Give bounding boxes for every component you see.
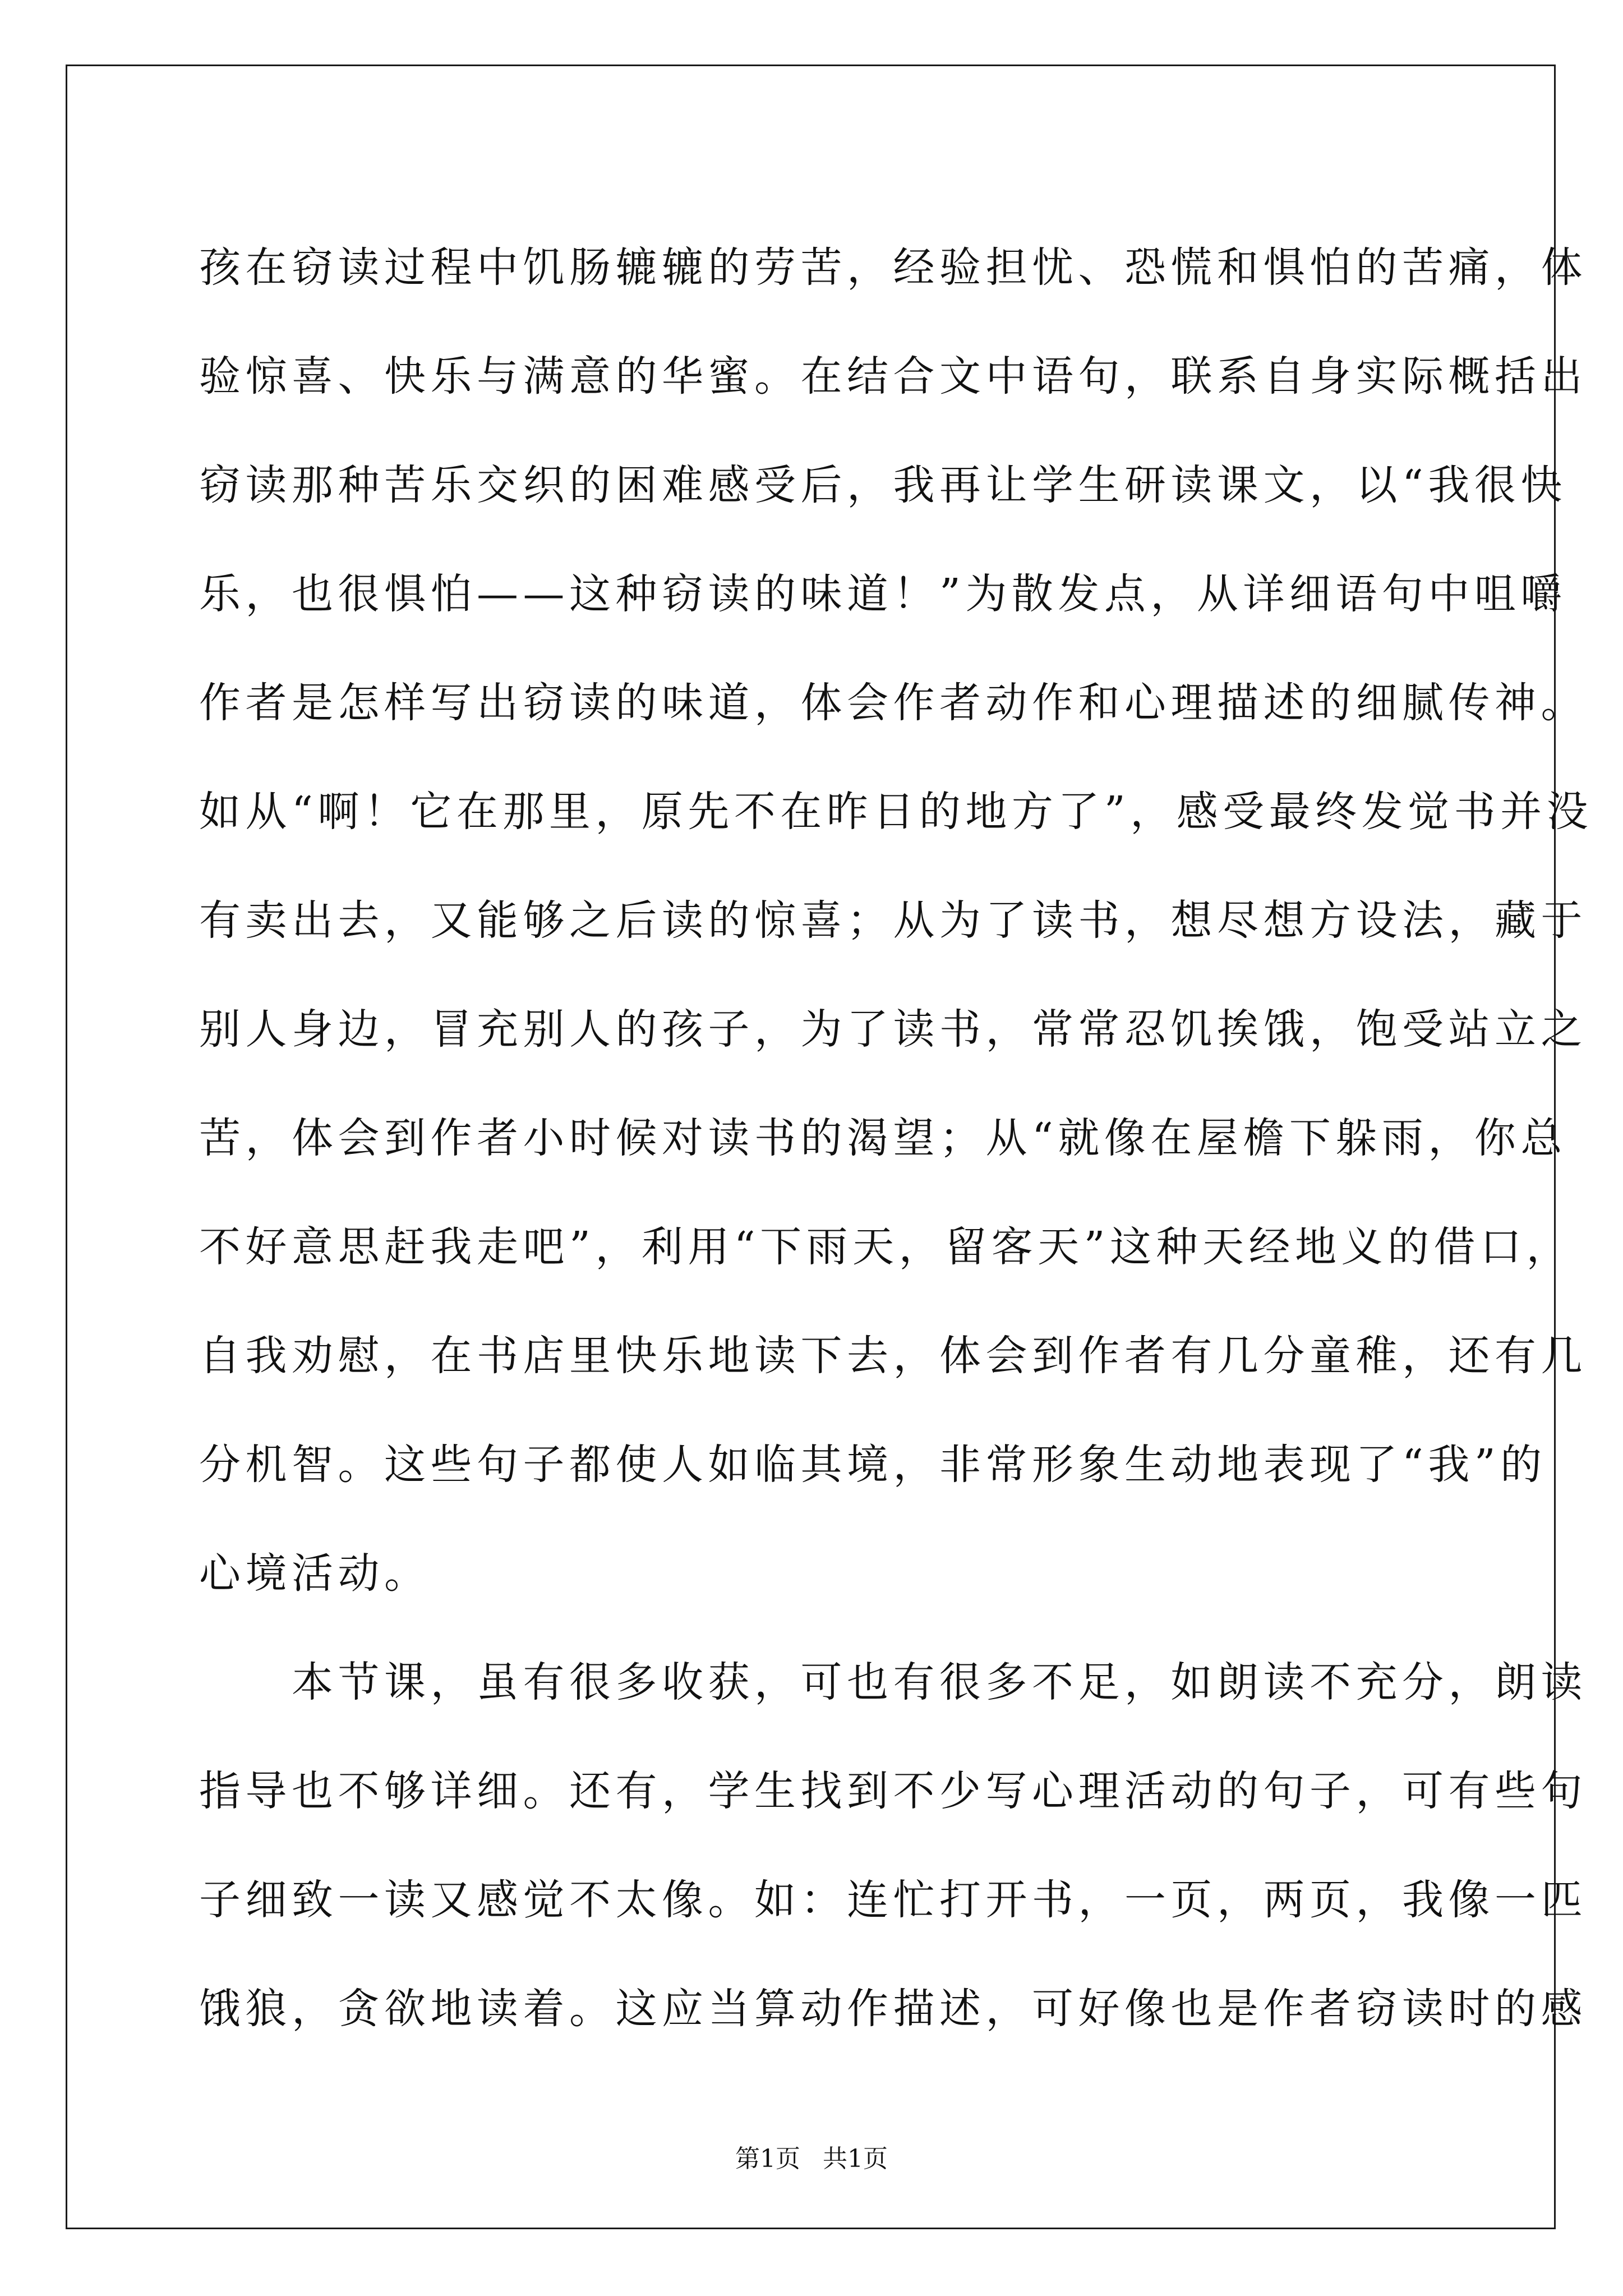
text-line: 乐，也很惧怕——这种窃读的味道！”为散发点，从详细语句中咀嚼 — [199, 570, 1567, 618]
text-line: 窃读那种苦乐交织的困难感受后，我再让学生研读课文，以“我很快 — [199, 461, 1567, 509]
text-line: 苦，体会到作者小时候对读书的渴望；从“就像在屋檐下躲雨，你总 — [199, 1114, 1567, 1162]
text-line: 饿狼，贪欲地读着。这应当算动作描述，可好像也是作者窃读时的感 — [199, 1985, 1587, 2033]
text-line: 验惊喜、快乐与满意的华蜜。在结合文中语句，联系自身实际概括出 — [199, 352, 1587, 401]
text-line: 不好意思赶我走吧”，利用“下雨天，留客天”这种天经地义的借口， — [199, 1223, 1573, 1271]
text-line: 心境活动。 — [199, 1549, 431, 1598]
page-number-total: 共1页 — [823, 2145, 888, 2173]
text-line: 分机智。这些句子都使人如临其境，非常形象生动地表现了“我”的 — [199, 1441, 1547, 1489]
text-line: 本节课，虽有很多收获，可也有很多不足，如朗读不充分，朗读 — [199, 1658, 1587, 1706]
document-body — [199, 213, 1593, 2063]
text-line: 孩在窃读过程中饥肠辘辘的劳苦，经验担忧、恐慌和惧怕的苦痛，体 — [199, 243, 1587, 292]
page-number-current: 第1页 — [735, 2145, 800, 2173]
text-line: 如从“啊！它在那里，原先不在昨日的地方了”，感受最终发觉书并没 — [199, 788, 1593, 836]
text-line: 自我劝慰，在书店里快乐地读下去，体会到作者有几分童稚，还有几 — [199, 1332, 1587, 1380]
text-line: 作者是怎样写出窃读的味道，体会作者动作和心理描述的细腻传神。 — [199, 679, 1587, 727]
page-footer — [0, 2138, 1623, 2174]
text-line: 别人身边，冒充别人的孩子，为了读书，常常忍饥挨饿，饱受站立之 — [199, 1005, 1587, 1053]
text-line: 子细致一读又感觉不太像。如：连忙打开书，一页，两页，我像一匹 — [199, 1876, 1587, 1924]
text-line: 指导也不够详细。还有，学生找到不少写心理活动的句子，可有些句 — [199, 1767, 1587, 1815]
text-line: 有卖出去，又能够之后读的惊喜；从为了读书，想尽想方设法，藏于 — [199, 896, 1587, 945]
